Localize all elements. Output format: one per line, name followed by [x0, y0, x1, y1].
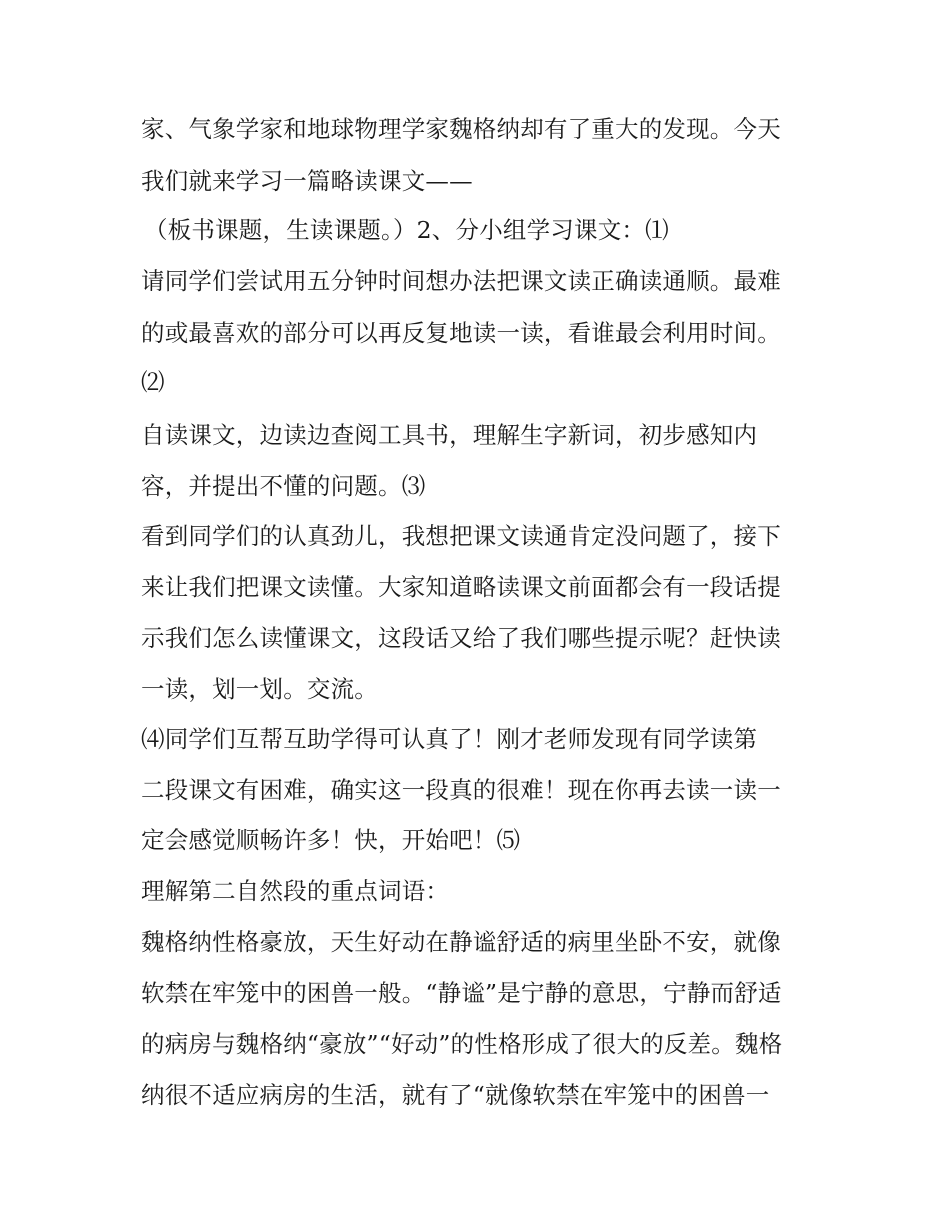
text-line-19: 的病房与魏格纳“豪放”“好动”的性格形成了很大的反差。魏格: [141, 1030, 783, 1058]
text-line-16: 理解第二自然段的重点词语：: [141, 877, 450, 905]
text-line-13: ⑷同学们互帮互助学得可认真了！刚才老师发现有同学读第: [141, 725, 758, 753]
text-line-10: 来让我们把课文读懂。大家知道略读课文前面都会有一段话提: [141, 573, 781, 601]
text-line-18: 软禁在牢笼中的困兽一般。“静谧”是宁静的意思，宁静而舒适: [141, 979, 782, 1007]
text-line-14: 二段课文有困难，确实这一段真的很难！现在你再去读一读一: [141, 776, 781, 804]
text-line-4: 请同学们尝试用五分钟时间想办法把课文读正确读通顺。最难: [141, 267, 781, 295]
text-line-11: 示我们怎么读懂课文，这段话又给了我们哪些提示呢？赶快读: [141, 624, 781, 652]
text-line-9: 看到同学们的认真劲儿，我想把课文读通肯定没问题了，接下: [141, 522, 781, 550]
text-line-12: 一读，划一划。交流。: [141, 675, 378, 703]
text-line-2: 我们就来学习一篇略读课文——: [141, 167, 473, 195]
text-line-15: 定会感觉顺畅许多！快，开始吧！⑸: [141, 826, 521, 854]
text-line-3: （板书课题，生读课题。）2、分小组学习课文：⑴: [144, 216, 669, 244]
text-line-6: ⑵: [141, 368, 165, 396]
text-line-17: 魏格纳性格豪放，天生好动在静谧舒适的病里坐卧不安，就像: [141, 928, 781, 956]
text-line-8: 容，并提出不懂的问题。⑶: [141, 472, 426, 500]
text-line-5: 的或最喜欢的部分可以再反复地读一读，看谁最会利用时间。: [141, 319, 781, 347]
text-line-7: 自读课文，边读边查阅工具书，理解生字新词，初步感知内: [141, 421, 758, 449]
text-line-20: 纳很不适应病房的生活，就有了“就像软禁在牢笼中的困兽一: [141, 1081, 770, 1109]
text-line-1: 家、气象学家和地球物理学家魏格纳却有了重大的发现。今天: [141, 115, 781, 143]
